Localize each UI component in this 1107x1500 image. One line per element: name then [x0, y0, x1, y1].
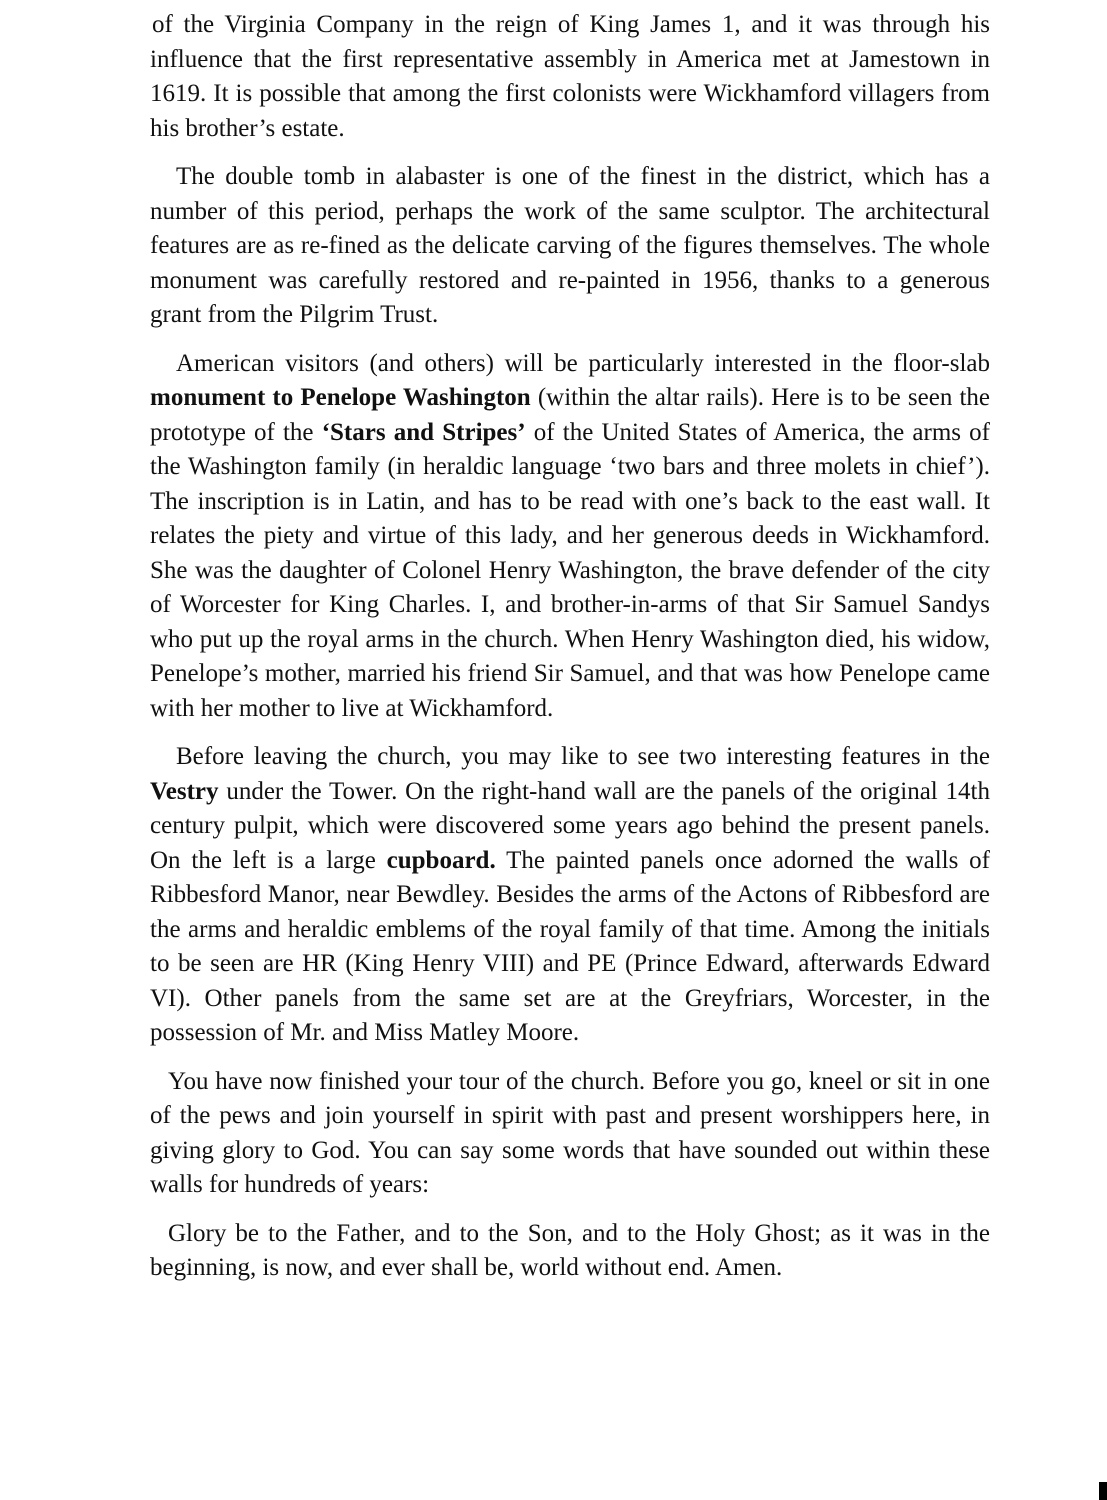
- paragraph-penelope-washington: [150, 347, 990, 727]
- bold-phrase-vestry: Vestry: [150, 777, 219, 805]
- paragraph-text: of the United States of America, the arms of the Washington family (in heraldic language ‘two bars and three molets in chief’). The inscription is in Latin, and has to be read with one’s back to the east wall. It relates the piety and virtue of this lady, and her generous deeds in Wickhamford. She was the daughter of Colonel Henry Washington, the brave defender of the city of Worcester for King Charles. I, and brother-in-arms of that Sir Samuel Sandys who put up the royal arms in the church. When Henry Washington died, his widow, Penelope’s mother, married his friend Sir Samuel, and that was how Penelope came with her mother to live at Wickhamford.: [150, 418, 990, 722]
- paragraph-text: You have now finished your tour of the church. Before you go, kneel or sit in one of the pews and join yourself in spirit with past and present worshippers here, in giving glory to God. You can say some words that have sounded out within these walls for hundreds of years:: [150, 1067, 990, 1198]
- paragraph-text: of the Virginia Company in the reign of King James 1, and it was through his influence that the first representative assembly in America met at Jamestown in 1619. It is possible that among the first colonists were Wickhamford villagers from his brother’s estate.: [150, 11, 990, 142]
- bold-phrase-monument: monument to Penelope Washington: [150, 384, 531, 411]
- bold-phrase-stars-and-stripes: ‘Stars and Stripes’: [321, 418, 526, 446]
- paragraph-text: under the Tower. On the right-hand wall are the panels of the original 14th century pulpit, which were discovered some years ago behind the present panels. On the left is a large: [150, 777, 990, 874]
- document-page: [150, 8, 990, 1300]
- paragraph-tour-finished: [150, 1065, 990, 1203]
- scan-edge-mark: [1099, 1482, 1107, 1500]
- bold-phrase-cupboard: cupboard.: [386, 846, 496, 874]
- paragraph-text: (within the altar rails). Here is to be seen the prototype of the: [150, 384, 990, 446]
- paragraph-text: American visitors (and others) will be particularly interested in the floor-slab: [176, 349, 990, 377]
- paragraph-virginia-company: [150, 8, 990, 146]
- paragraph-text: Glory be to the Father, and to the Son, and to the Holy Ghost; as it was in the beginning, is now, and ever shall be, world without end. Amen.: [150, 1219, 990, 1281]
- paragraph-vestry: [150, 740, 990, 1051]
- paragraph-text: The painted panels once adorned the walls of Ribbesford Manor, near Bewdley. Besides the arms of the Actons of Ribbesford are the arms and heraldic emblems of the royal family of that time. Among the initials to be seen are HR (King Henry VIII) and PE (Prince Edward, afterwards Edward VI). Other panels from the same set are at the Greyfriars, Worcester, in the possession of Mr. and Miss Matley Moore.: [150, 846, 990, 1046]
- paragraph-text: Before leaving the church, you may like to see two interesting features in the: [176, 743, 990, 770]
- paragraph-double-tomb: [150, 160, 990, 333]
- paragraph-gloria-prayer: [150, 1217, 990, 1286]
- paragraph-text: The double tomb in alabaster is one of the finest in the district, which has a number of this period, perhaps the work of the same sculptor. The architectural features are as re-fined as the delicate carving of the figures themselves. The whole monument was carefully restored and re-painted in 1956, thanks to a generous grant from the Pilgrim Trust.: [150, 163, 990, 328]
